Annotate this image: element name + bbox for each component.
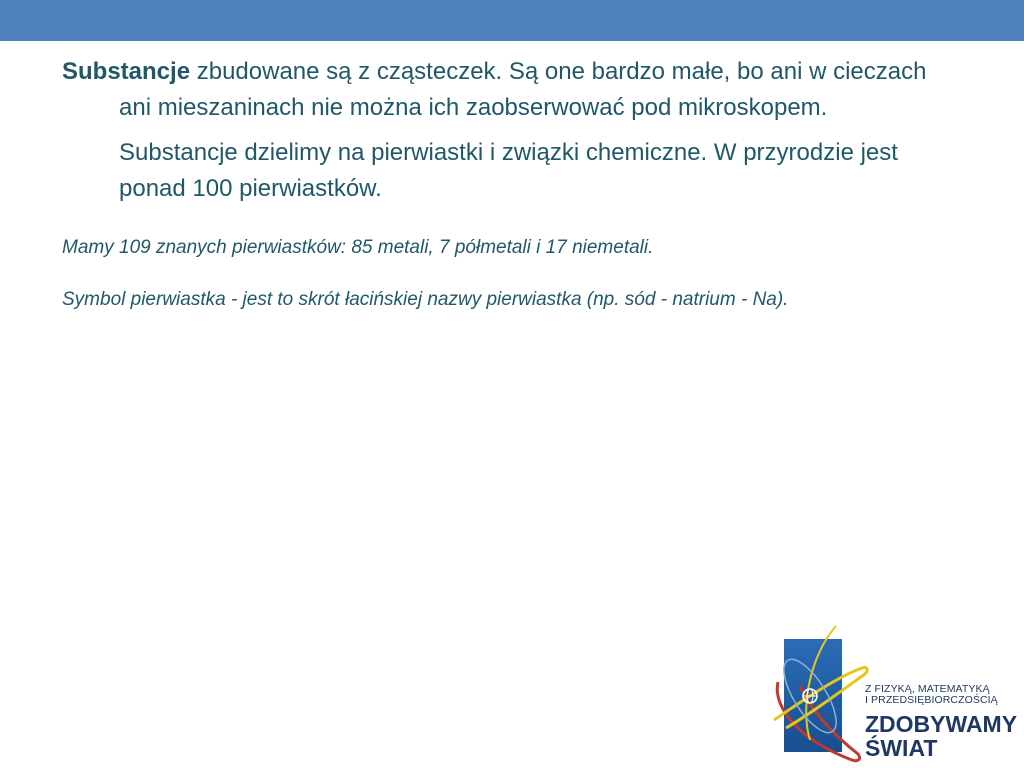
note-element-symbol: Symbol pierwiastka - jest to skrót łacińskiej nazwy pierwiastka (np. sód - natrium - Na).: [62, 289, 789, 310]
paragraph-1-text: zbudowane są z cząsteczek. Są one bardzo małe, bo ani w cieczach ani mieszaninach nie można ich zaobserwować pod mikroskopem.: [119, 58, 927, 121]
logo-line-4: ŚWIAT: [865, 735, 938, 761]
header-bar: [0, 0, 1024, 41]
logo-line-1: Z FIZYKĄ, MATEMATYKĄ: [865, 683, 990, 695]
paragraph-1: [62, 54, 962, 126]
logo-line-2: I PRZEDSIĘBIORCZOŚCIĄ: [865, 694, 998, 706]
logo-line-3: ZDOBYWAMY: [865, 711, 1018, 737]
paragraph-2: Substancje dzielimy na pierwiastki i związki chemiczne. W przyrodzie jest ponad 100 pierwiastków.: [119, 139, 898, 202]
paragraph-1-bold-lead: Substancje: [62, 58, 191, 85]
logo-text: [865, 684, 1024, 760]
project-logo: [770, 622, 1024, 768]
slide-content: [62, 54, 962, 313]
atom-globe-icon: [770, 622, 870, 768]
note-elements-count: Mamy 109 znanych pierwiastków: 85 metali, 7 półmetali i 17 niemetali.: [62, 237, 654, 258]
